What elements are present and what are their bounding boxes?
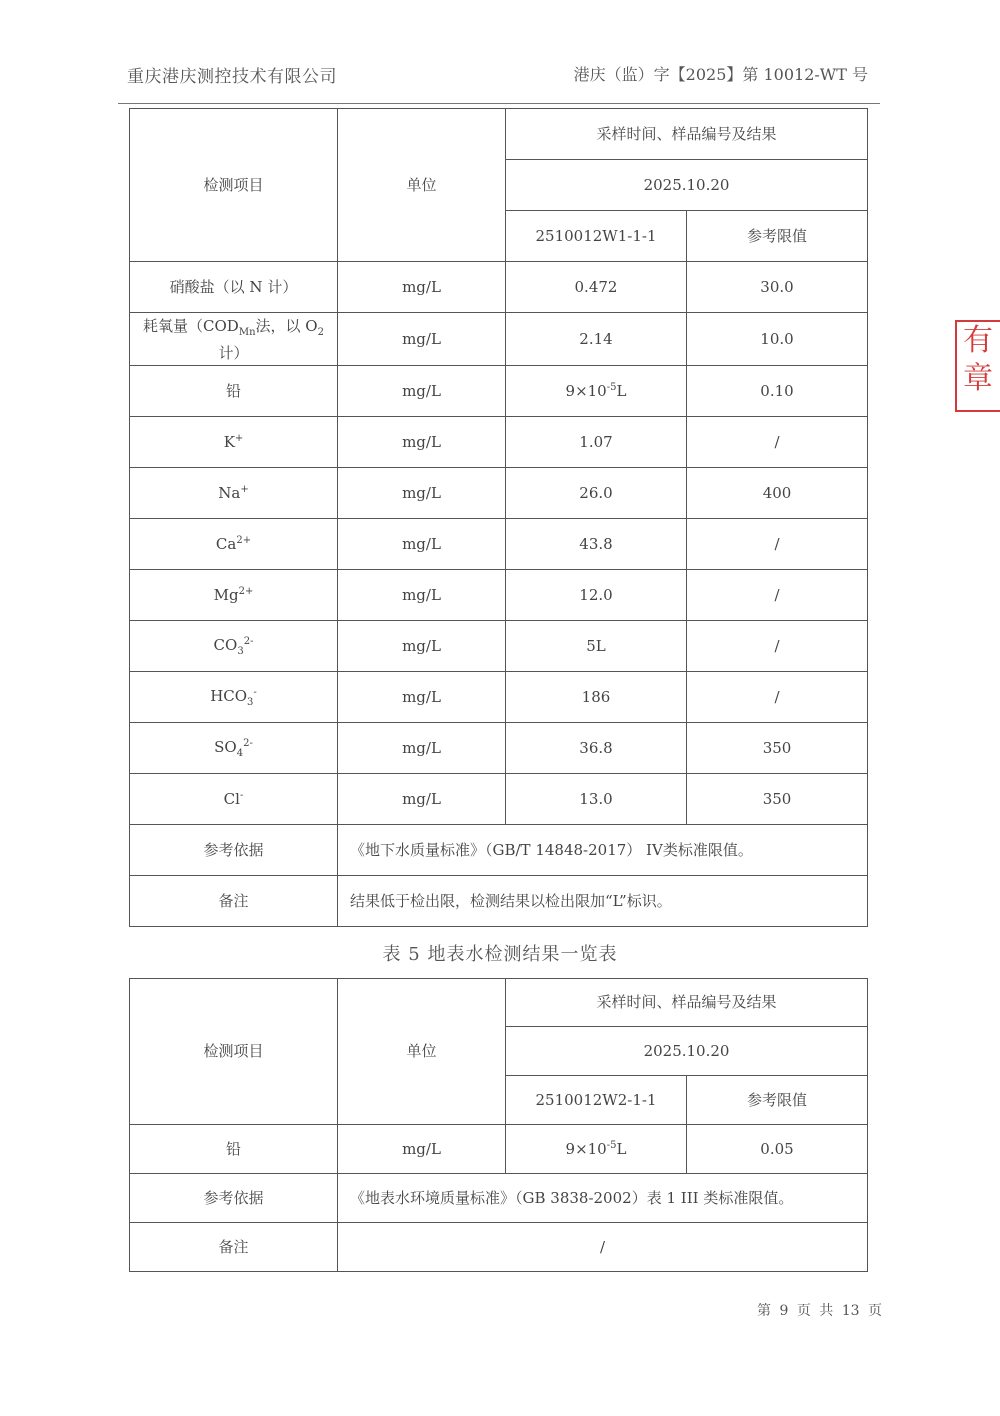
row-value: 26.0: [506, 468, 687, 519]
row-unit: mg/L: [338, 417, 506, 468]
stamp-char-2: 章: [963, 361, 993, 396]
row-value: 13.0: [506, 774, 687, 825]
row-limit: 0.05: [687, 1125, 868, 1174]
row-item: 铅: [130, 366, 338, 417]
row-item: Na+: [130, 468, 338, 519]
row-limit: 400: [687, 468, 868, 519]
table-caption: 表 5 地表水检测结果一览表: [382, 944, 618, 965]
header-unit: 单位: [338, 979, 506, 1125]
basis-label: 参考依据: [130, 1174, 338, 1223]
row-value: 36.8: [506, 723, 687, 774]
document-number: 港庆（监）字【2025】第 10012-WT 号: [573, 65, 868, 84]
row-item: 铅: [130, 1125, 338, 1174]
header-sample-id: 2510012W1-1-1: [506, 211, 687, 262]
row-unit: mg/L: [338, 468, 506, 519]
row-limit: 30.0: [687, 262, 868, 313]
note-text: 结果低于检出限，检测结果以检出限加“L”标识。: [338, 876, 868, 927]
row-unit: mg/L: [338, 774, 506, 825]
row-unit: mg/L: [338, 621, 506, 672]
row-limit: /: [687, 519, 868, 570]
row-item: 耗氧量（$COD_{Mn}$法，以 $O_2$ 计）: [130, 313, 338, 366]
row-unit: mg/L: [338, 262, 506, 313]
row-value: $9\times 10^{-5}L$: [506, 1125, 687, 1174]
row-value: 43.8: [506, 519, 687, 570]
row-unit: mg/L: [338, 672, 506, 723]
surface-water-results-table: [129, 978, 868, 1272]
table-row: [130, 570, 868, 621]
header-item: 检测项目: [130, 109, 338, 262]
note-label: 备注: [130, 876, 338, 927]
row-item: $Mg^{2+}$: [130, 570, 338, 621]
table-row: [130, 468, 868, 519]
header-limit: 参考限值: [687, 211, 868, 262]
table-row: [130, 519, 868, 570]
header-date: 2025.10.20: [506, 160, 868, 211]
table-row: [130, 262, 868, 313]
basis-text: 《地表水环境质量标准》（GB 3838-2002）表 1 III 类标准限值。: [338, 1174, 868, 1223]
row-limit: /: [687, 417, 868, 468]
note-label: 备注: [130, 1223, 338, 1272]
row-unit: mg/L: [338, 366, 506, 417]
header-date: 2025.10.20: [506, 1027, 868, 1076]
stamp-char-1: 有: [963, 323, 993, 358]
table-row: [130, 366, 868, 417]
table-row: [130, 417, 868, 468]
table-row: [130, 1125, 868, 1174]
row-item: $SO_4^{2-}$: [130, 723, 338, 774]
row-value: 1.07: [506, 417, 687, 468]
row-limit: 350: [687, 774, 868, 825]
row-limit: 10.0: [687, 313, 868, 366]
table-row: [130, 621, 868, 672]
row-limit: 350: [687, 723, 868, 774]
header-unit: 单位: [338, 109, 506, 262]
row-limit: /: [687, 621, 868, 672]
row-unit: mg/L: [338, 519, 506, 570]
page-number: 第 9 页 共 13 页: [757, 1303, 882, 1319]
table-row: [130, 723, 868, 774]
basis-text: 《地下水质量标准》（GB/T 14848-2017） IV类标准限值。: [338, 825, 868, 876]
header-group: 采样时间、样品编号及结果: [506, 109, 868, 160]
row-unit: mg/L: [338, 313, 506, 366]
table-row: [130, 672, 868, 723]
row-value: 12.0: [506, 570, 687, 621]
row-value: 5L: [506, 621, 687, 672]
note-text: /: [338, 1223, 868, 1272]
header-sample-id: 2510012W2-1-1: [506, 1076, 687, 1125]
header-group: 采样时间、样品编号及结果: [506, 979, 868, 1027]
row-unit: mg/L: [338, 1125, 506, 1174]
basis-label: 参考依据: [130, 825, 338, 876]
row-value: 2.14: [506, 313, 687, 366]
seal-stamp: [955, 320, 1000, 412]
row-item: $CO_3^{2-}$: [130, 621, 338, 672]
header-item: 检测项目: [130, 979, 338, 1125]
row-unit: mg/L: [338, 570, 506, 621]
header-limit: 参考限值: [687, 1076, 868, 1125]
row-item: $HCO_3^-$: [130, 672, 338, 723]
header-divider: [118, 103, 880, 104]
row-item: K+: [130, 417, 338, 468]
row-value: $9\times 10^{-5}L$: [506, 366, 687, 417]
groundwater-results-table: [129, 108, 868, 927]
row-item: Cl-: [130, 774, 338, 825]
row-value: 0.472: [506, 262, 687, 313]
company-name: 重庆港庆测控技术有限公司: [127, 67, 337, 87]
table-row: [130, 774, 868, 825]
row-item: $Ca^{2+}$: [130, 519, 338, 570]
row-unit: mg/L: [338, 723, 506, 774]
row-limit: 0.10: [687, 366, 868, 417]
row-limit: /: [687, 570, 868, 621]
row-item: 硝酸盐（以 N 计）: [130, 262, 338, 313]
table-row: [130, 313, 868, 366]
row-value: 186: [506, 672, 687, 723]
row-limit: /: [687, 672, 868, 723]
